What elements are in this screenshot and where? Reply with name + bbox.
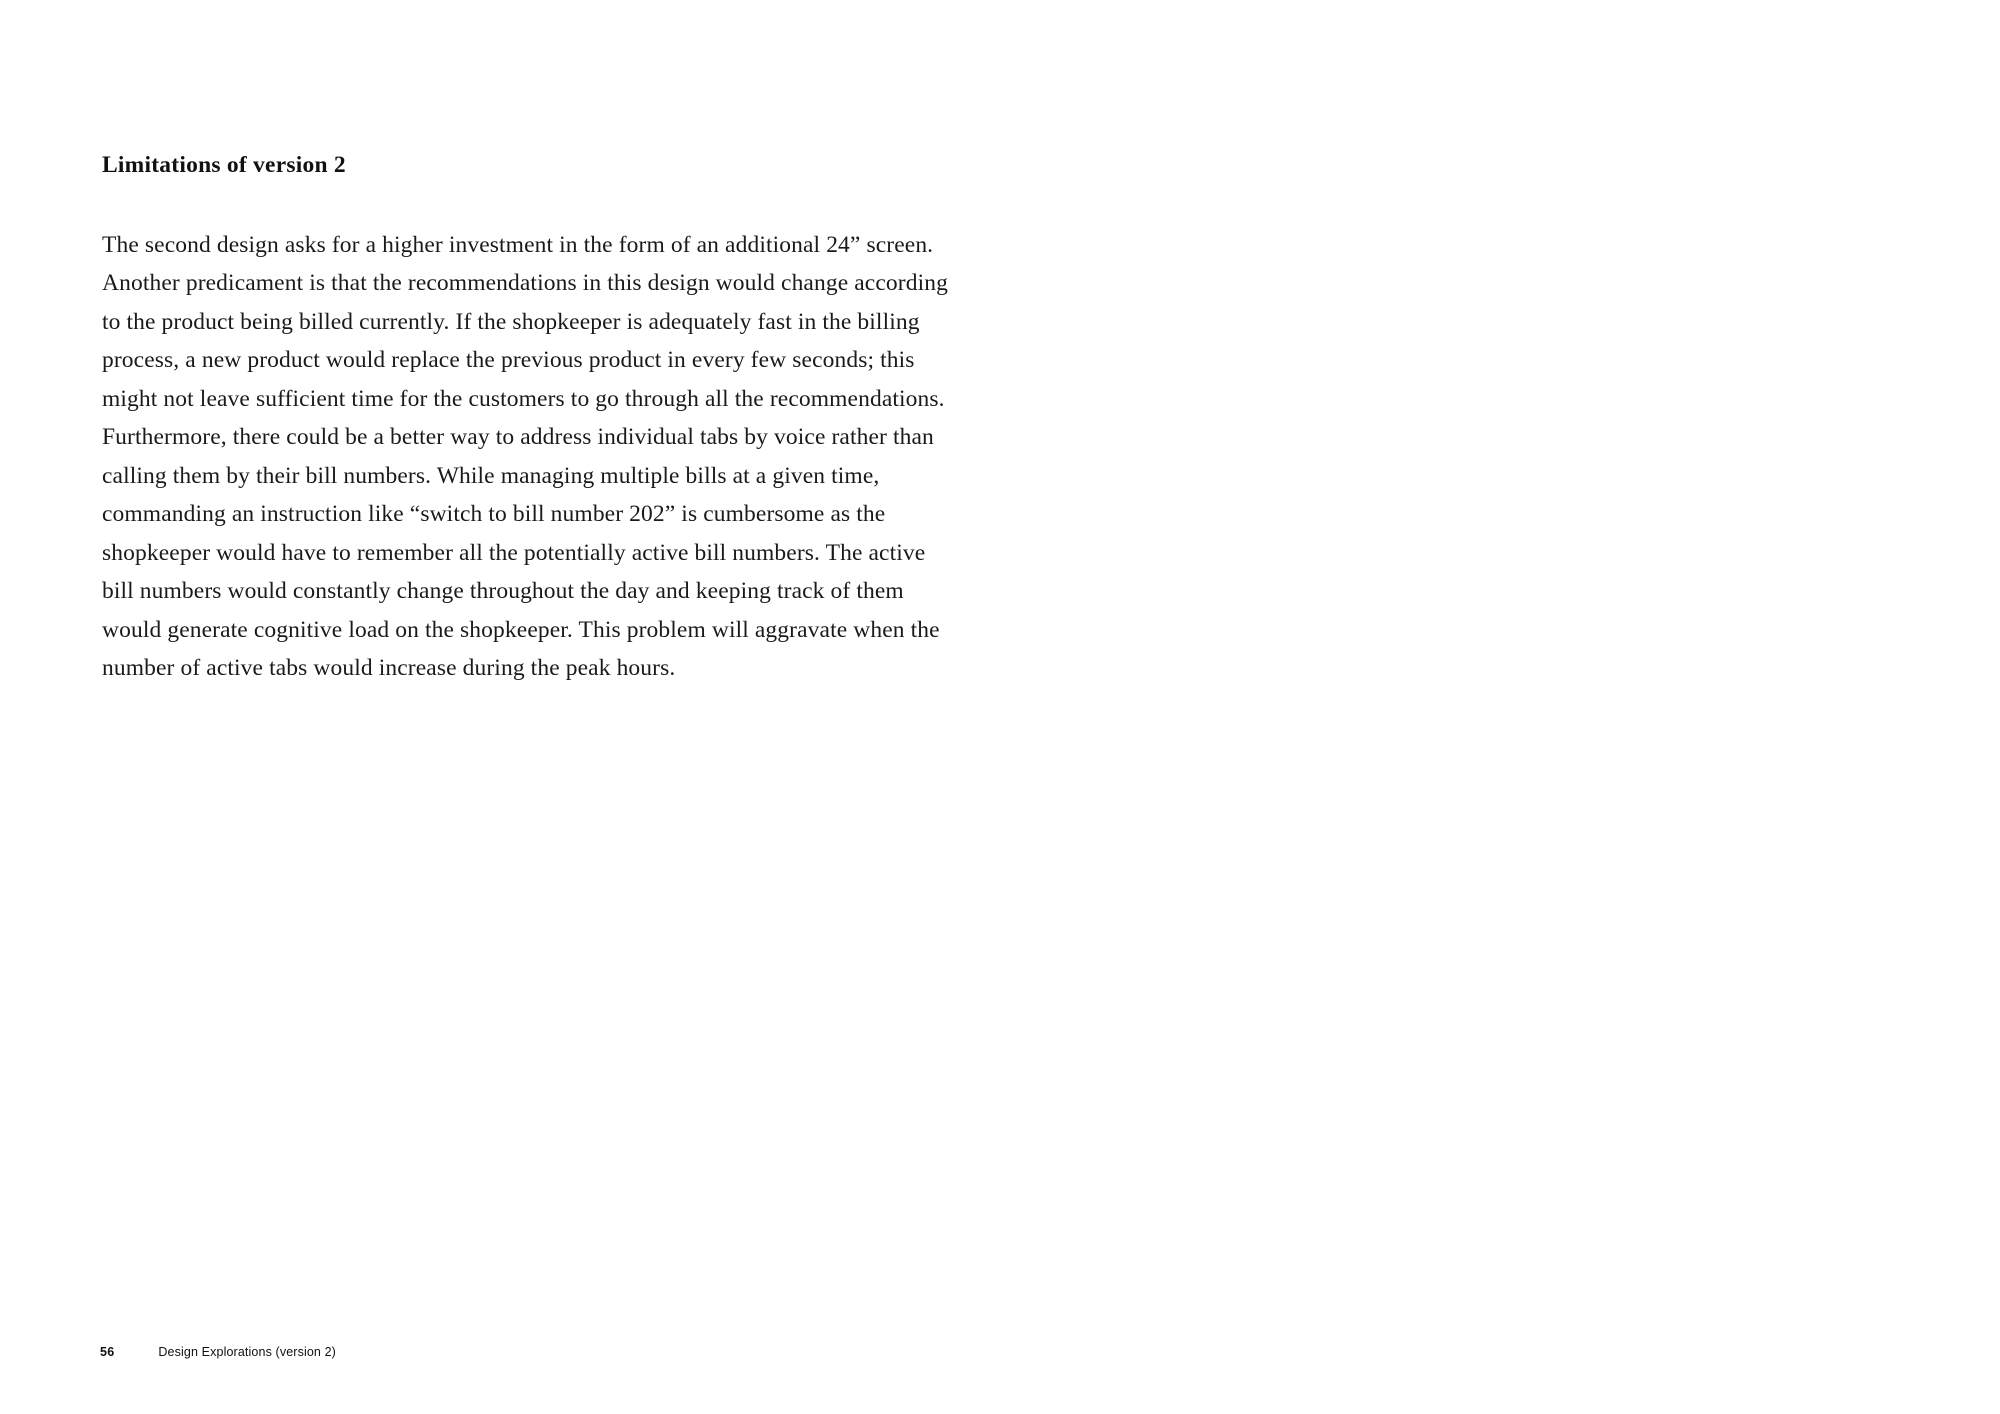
page-content — [102, 150, 982, 688]
page-footer — [100, 1345, 336, 1359]
footer-page-number: 56 — [100, 1345, 115, 1359]
footer-section-label: Design Explorations (version 2) — [158, 1345, 336, 1359]
body-paragraph: The second design asks for a higher investment in the form of an additional 24” screen. Another predicament is that the recommendations in this design would change according to the product being billed currently. If the shopkeeper is adequately fast in the billing process, a new product would replace the previous product in every few seconds; this might not leave sufficient time for the customers to go through all the recommendations. Furthermore, there could be a better way to address individual tabs by voice rather than calling them by their bill numbers. While managing multiple bills at a given time, commanding an instruction like “switch to bill number 202” is cumbersome as the shopkeeper would have to remember all the potentially active bill numbers. The active bill numbers would constantly change throughout the day and keeping track of them would generate cognitive load on the shopkeeper. This problem will aggravate when the number of active tabs would increase during the peak hours. — [102, 231, 948, 682]
section-heading: Limitations of version 2 — [102, 152, 346, 178]
